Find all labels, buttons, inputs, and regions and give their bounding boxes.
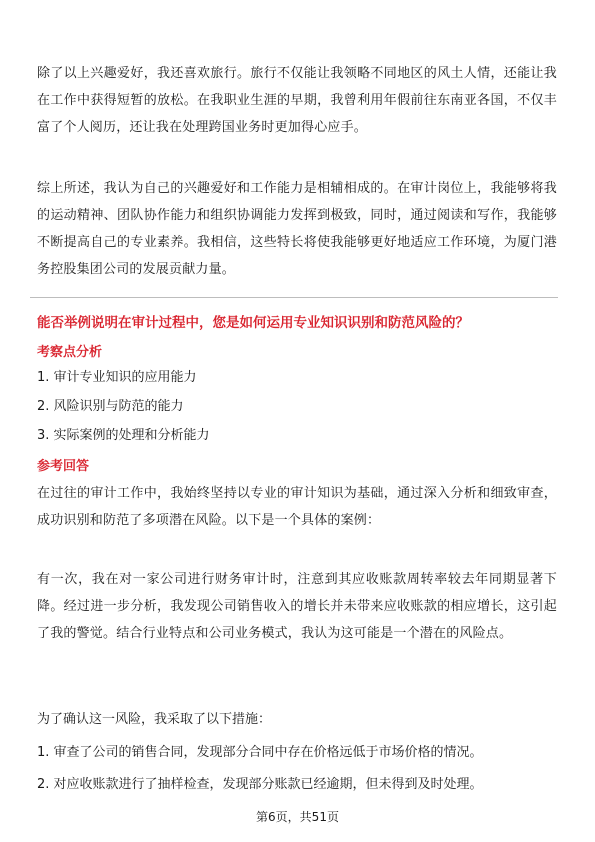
measure-item: 1. 审查了公司的销售合同，发现部分合同中存在价格远低于市场价格的情况。: [37, 745, 483, 760]
page-number: 第6页，共51页: [256, 810, 339, 824]
interview-question: 能否举例说明在审计过程中，您是如何运用专业知识识别和防范风险的？: [37, 315, 469, 331]
answer-heading: 参考回答: [37, 459, 90, 474]
section-divider: [30, 297, 558, 298]
analysis-heading: 考察点分析: [37, 345, 103, 360]
analysis-item: 3. 实际案例的处理和分析能力: [37, 428, 210, 443]
answer-paragraph-intro: 在过往的审计工作中，我始终坚持以专业的审计知识为基础，通过深入分析和细致审查，成功识别和防范了多项潜在风险。以下是一个具体的案例：: [37, 486, 557, 528]
answer-paragraph-case: 有一次，我在对一家公司进行财务审计时，注意到其应收账款周转率较去年同期显著下降。经过进一步分析，我发现公司销售收入的增长并未带来应收账款的相应增长，这引起了我的警觉。结合行业特点和公司业务模式，我认为这可能是一个潜在的风险点。: [37, 572, 557, 641]
measure-item: 2. 对应收账款进行了抽样检查，发现部分账款已经逾期，但未得到及时处理。: [37, 777, 483, 792]
analysis-item: 2. 风险识别与防范的能力: [37, 399, 184, 414]
intro-paragraph-summary: 综上所述，我认为自己的兴趣爱好和工作能力是相辅相成的。在审计岗位上，我能够将我的运动精神、团队协作能力和组织协调能力发挥到极致，同时，通过阅读和写作，我能够不断提高自己的专业素养。我相信，这些特长将使我能够更好地适应工作环境，为厦门港务控股集团公司的发展贡献力量。: [37, 181, 557, 277]
answer-paragraph-measures: 为了确认这一风险，我采取了以下措施：: [37, 712, 272, 727]
intro-paragraph-travel: 除了以上兴趣爱好，我还喜欢旅行。旅行不仅能让我领略不同地区的风土人情，还能让我在工作中获得短暂的放松。在我职业生涯的早期，我曾利用年假前往东南亚各国，不仅丰富了个人阅历，还让我在处理跨国业务时更加得心应手。: [37, 66, 557, 135]
analysis-item: 1. 审计专业知识的应用能力: [37, 370, 197, 385]
